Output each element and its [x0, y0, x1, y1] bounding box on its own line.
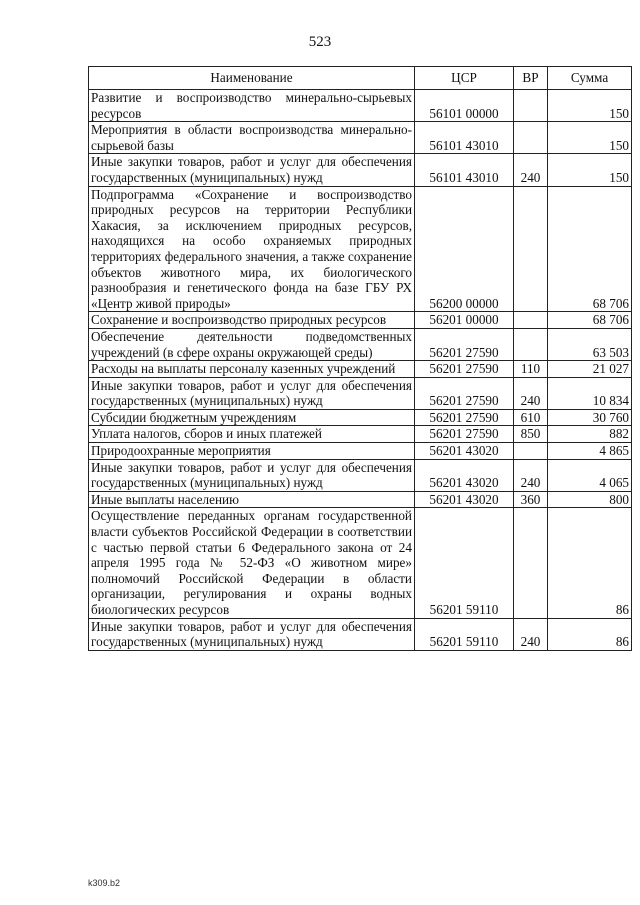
table-row: [89, 122, 632, 154]
row-name: Субсидии бюджетным учреждениям: [89, 409, 415, 426]
row-csr: 56200 00000: [415, 186, 514, 312]
row-sum: 10 834: [548, 377, 632, 409]
row-sum: 4 865: [548, 443, 632, 460]
row-name: Обеспечение деятельности подведомственных учреждений (в сфере охраны окружающей среды): [89, 328, 415, 360]
row-sum: 86: [548, 508, 632, 618]
row-csr: 56201 43020: [415, 443, 514, 460]
row-csr: 56101 43010: [415, 154, 514, 186]
table-row: [89, 154, 632, 186]
table-row: [89, 443, 632, 460]
header-vr: ВР: [514, 67, 548, 90]
row-vr: [514, 122, 548, 154]
table-row: [89, 508, 632, 618]
table-row: [89, 409, 632, 426]
row-csr: 56201 59110: [415, 508, 514, 618]
row-sum: 21 027: [548, 361, 632, 378]
row-csr: 56201 27590: [415, 377, 514, 409]
row-vr: [514, 186, 548, 312]
row-vr: [514, 508, 548, 618]
row-vr: [514, 328, 548, 360]
row-name: Расходы на выплаты персоналу казенных учреждений: [89, 361, 415, 378]
row-vr: 850: [514, 426, 548, 443]
row-name: Иные закупки товаров, работ и услуг для обеспечения государственных (муниципальных) нужд: [89, 618, 415, 650]
table-row: [89, 361, 632, 378]
row-csr: 56201 43020: [415, 459, 514, 491]
table-row: [89, 377, 632, 409]
row-sum: 150: [548, 154, 632, 186]
header-name: Наименование: [89, 67, 415, 90]
row-sum: 150: [548, 122, 632, 154]
row-name: Иные выплаты населению: [89, 491, 415, 508]
row-csr: 56201 59110: [415, 618, 514, 650]
table-row: [89, 618, 632, 650]
row-sum: 68 706: [548, 186, 632, 312]
row-vr: 610: [514, 409, 548, 426]
row-sum: 63 503: [548, 328, 632, 360]
row-vr: 240: [514, 618, 548, 650]
table-row: [89, 328, 632, 360]
row-vr: 240: [514, 154, 548, 186]
row-sum: 800: [548, 491, 632, 508]
table-body: [89, 90, 632, 651]
table-row: [89, 90, 632, 122]
row-vr: 240: [514, 377, 548, 409]
row-name: Мероприятия в области воспроизводства минерально-сырьевой базы: [89, 122, 415, 154]
row-sum: 4 065: [548, 459, 632, 491]
table-row: [89, 459, 632, 491]
row-vr: 110: [514, 361, 548, 378]
row-sum: 86: [548, 618, 632, 650]
row-name: Иные закупки товаров, работ и услуг для обеспечения государственных (муниципальных) нужд: [89, 459, 415, 491]
row-csr: 56101 43010: [415, 122, 514, 154]
row-sum: 68 706: [548, 312, 632, 329]
table-row: [89, 312, 632, 329]
row-vr: 240: [514, 459, 548, 491]
table-row: [89, 186, 632, 312]
table-row: [89, 491, 632, 508]
row-csr: 56201 43020: [415, 491, 514, 508]
row-vr: [514, 443, 548, 460]
row-vr: [514, 312, 548, 329]
row-name: Развитие и воспроизводство минерально-сырьевых ресурсов: [89, 90, 415, 122]
row-name: Иные закупки товаров, работ и услуг для обеспечения государственных (муниципальных) нужд: [89, 154, 415, 186]
row-name: Осуществление переданных органам государственной власти субъектов Российской Федерации в соответствии с частью первой статьи 6 Федерального закона от 24 апреля 1995 года № 52-ФЗ «О животном мире» полномочий Российской Федерации в области организации, регулирования и охраны водных биологических ресурсов: [89, 508, 415, 618]
row-vr: 360: [514, 491, 548, 508]
row-csr: 56201 27590: [415, 409, 514, 426]
page-number: 523: [308, 34, 332, 50]
row-sum: 150: [548, 90, 632, 122]
row-csr: 56201 27590: [415, 361, 514, 378]
row-vr: [514, 90, 548, 122]
row-name: Иные закупки товаров, работ и услуг для обеспечения государственных (муниципальных) нужд: [89, 377, 415, 409]
row-csr: 56201 00000: [415, 312, 514, 329]
table-row: [89, 426, 632, 443]
header-csr: ЦСР: [415, 67, 514, 90]
row-sum: 30 760: [548, 409, 632, 426]
row-sum: 882: [548, 426, 632, 443]
row-csr: 56201 27590: [415, 426, 514, 443]
header-sum: Сумма: [548, 67, 632, 90]
budget-table: [88, 66, 632, 651]
row-name: Природоохранные мероприятия: [89, 443, 415, 460]
row-csr: 56101 00000: [415, 90, 514, 122]
footer-code: k309.b2: [88, 878, 121, 888]
row-name: Сохранение и воспроизводство природных ресурсов: [89, 312, 415, 329]
table-header-row: [89, 67, 632, 90]
row-csr: 56201 27590: [415, 328, 514, 360]
row-name: Подпрограмма «Сохранение и воспроизводство природных ресурсов на территории Республики Хакасия, за исключением природных ресурсов, находящихся на особо охраняемых природных территориях федерального значения, а также сохранение объектов животного мира, их биологического разнообразия и генетического фонда на базе ГБУ РХ «Центр живой природы»: [89, 186, 415, 312]
row-name: Уплата налогов, сборов и иных платежей: [89, 426, 415, 443]
